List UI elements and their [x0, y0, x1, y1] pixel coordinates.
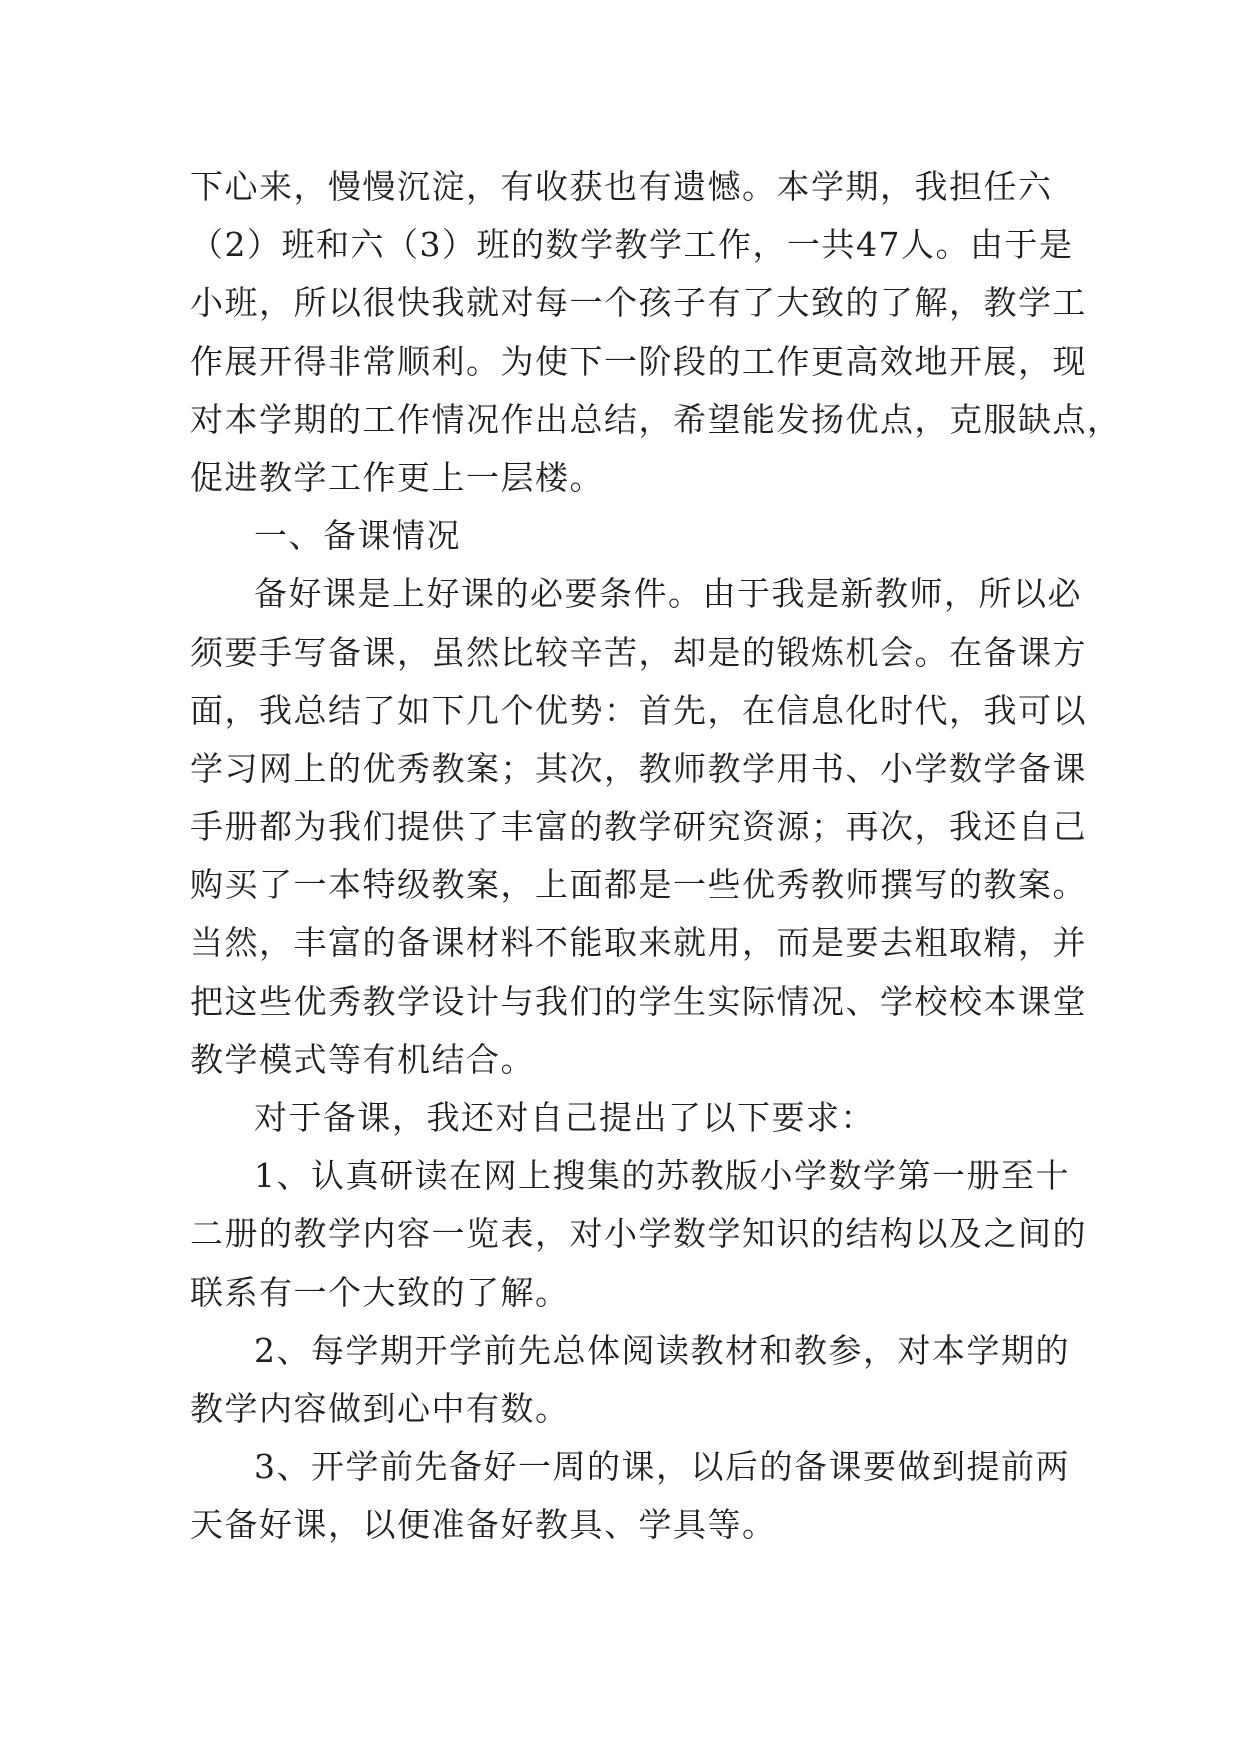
text-line: 须要手写备课，虽然比较辛苦，却是的锻炼机会。在备课方 — [190, 632, 1087, 672]
text-line: 教学内容做到心中有数。 — [190, 1388, 570, 1428]
text-line: 下心来，慢慢沉淀，有收获也有遗憾。本学期，我担任六 — [190, 167, 1053, 206]
text-line: 手册都为我们提供了丰富的教学研究资源；再次，我还自己 — [190, 807, 1087, 847]
text-line: 备好课是上好课的必要条件。由于我是新教师，所以必 — [254, 574, 1082, 614]
text-line: 把这些优秀教学设计与我们的学生实际情况、学校校本课堂 — [190, 981, 1087, 1021]
text-line: 购买了一本特级教案，上面都是一些优秀教师撰写的教案。 — [190, 865, 1087, 905]
text-line: 3、开学前先备好一周的课，以后的备课要做到提前两 — [254, 1447, 1070, 1487]
text-line: 联系有一个大致的了解。 — [190, 1272, 570, 1312]
text-line: 二册的教学内容一览表，对小学数学知识的结构以及之间的 — [190, 1214, 1087, 1254]
text-line: 促进教学工作更上一层楼。 — [190, 457, 604, 497]
text-line: 对本学期的工作情况作出总结，希望能发扬优点，克服缺点， — [190, 399, 1122, 439]
text-line: 2、每学期开学前先总体阅读教材和教参，对本学期的 — [254, 1330, 1070, 1370]
text-line: 作展开得非常顺利。为使下一阶段的工作更高效地开展，现 — [190, 341, 1087, 381]
text-line: 学习网上的优秀教案；其次，教师教学用书、小学数学备课 — [190, 748, 1087, 788]
text-line: 当然，丰富的备课材料不能取来就用，而是要去粗取精，并 — [190, 923, 1087, 963]
document-body — [190, 158, 1122, 1555]
text-line: 小班，所以很快我就对每一个孩子有了大致的了解，教学工 — [190, 283, 1087, 323]
text-line: 1、认真研读在网上搜集的苏教版小学数学第一册至十 — [254, 1156, 1070, 1196]
text-line: （2）班和六（3）班的数学教学工作，一共47人。由于是 — [190, 225, 1074, 265]
text-line: 对于备课，我还对自己提出了以下要求： — [254, 1098, 875, 1137]
section-heading: 一、备课情况 — [254, 516, 461, 556]
text-line: 面，我总结了如下几个优势：首先，在信息化时代，我可以 — [190, 690, 1087, 730]
text-line: 天备好课，以便准备好教具、学具等。 — [190, 1505, 777, 1545]
text-line: 教学模式等有机结合。 — [190, 1039, 535, 1079]
